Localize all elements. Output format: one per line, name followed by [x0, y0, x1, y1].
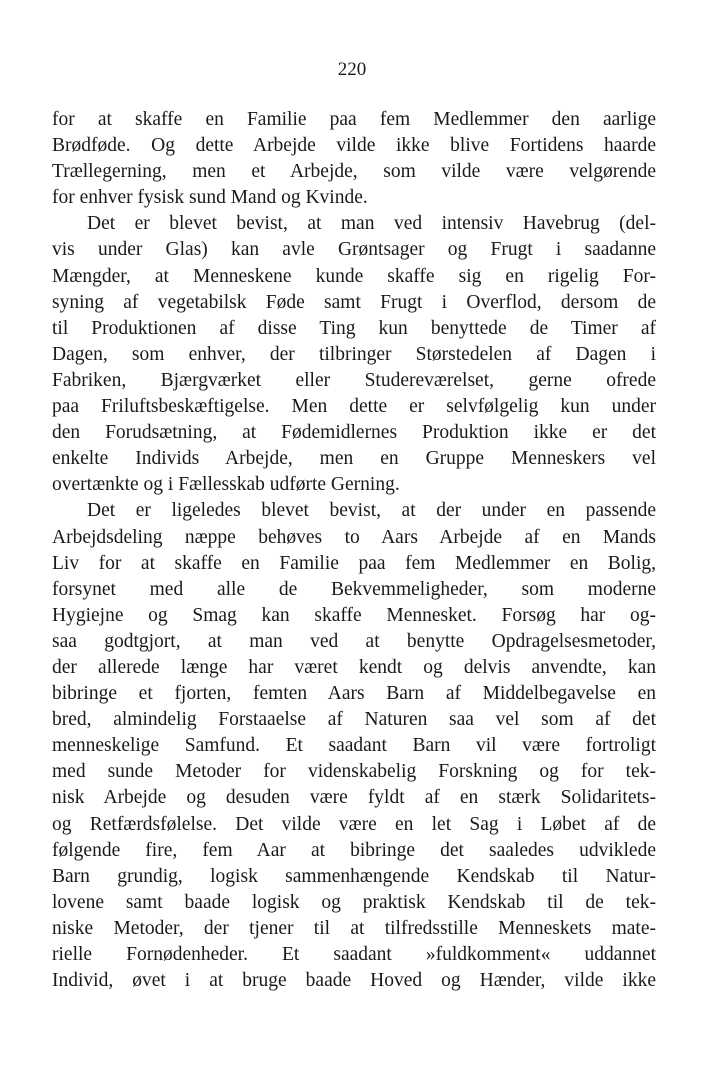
text-line: bibringe et fjorten, femten Aars Barn af Middelbegavelse en [52, 683, 656, 705]
text-line: og Retfærdsfølelse. Det vilde være en let Sag i Løbet af de [52, 813, 656, 835]
text-line: syning af vegetabilsk Føde samt Frugt i Overflod, dersom de [52, 291, 656, 313]
text-line: for at skaffe en Familie paa fem Medlemmer den aarlige [52, 109, 656, 130]
text-line: rielle Fornødenheder. Et saadant »fuldkomment« uddannet [52, 944, 656, 965]
page-number: 220 [337, 59, 367, 80]
text-line: forsynet med alle de Bekvemmeligheder, som moderne [52, 578, 656, 600]
text-line: vis under Glas) kan avle Grøntsager og Frugt i saadanne [52, 239, 656, 261]
text-line: paa Friluftsbeskæftigelse. Men dette er selvfølgelig kun under [52, 396, 656, 418]
text-line: Mængder, at Menneskene kunde skaffe sig en rigelig For- [52, 265, 656, 287]
text-line: Dagen, som enhver, der tilbringer Størstedelen af Dagen i [52, 343, 656, 365]
text-line: saa godtgjort, at man ved at benytte Opdragelsesmetoder, [52, 630, 656, 652]
text-line: Fabriken, Bjærgværket eller Studereværelset, gerne ofrede [52, 369, 656, 391]
text-line: Brødføde. Og dette Arbejde vilde ikke blive Fortidens haarde [52, 135, 656, 157]
text-line: den Forudsætning, at Fødemidlernes Produktion ikke er det [52, 422, 656, 444]
body-text [52, 107, 656, 994]
text-line: Hygiejne og Smag kan skaffe Mennesket. Forsøg har og- [52, 604, 656, 626]
text-line: med sunde Metoder for videnskabelig Forskning og for tek- [52, 761, 656, 783]
text-line: Trællegerning, men et Arbejde, som vilde være velgørende [52, 161, 656, 183]
text-line: Det er blevet bevist, at man ved intensiv Havebrug (del- [87, 213, 656, 235]
text-line: for enhver fysisk sund Mand og Kvinde. [52, 187, 368, 209]
text-line: menneskelige Samfund. Et saadant Barn vil være fortroligt [52, 735, 656, 757]
text-line: Liv for at skaffe en Familie paa fem Medlemmer en Bolig, [52, 552, 656, 574]
text-line: Individ, øvet i at bruge baade Hoved og Hænder, vilde ikke [52, 970, 656, 992]
text-line: enkelte Individs Arbejde, men en Gruppe Menneskers vel [52, 448, 656, 470]
text-line: Barn grundig, logisk sammenhængende Kendskab til Natur- [52, 865, 656, 887]
text-line: niske Metoder, der tjener til at tilfredsstille Menneskets mate- [52, 917, 656, 939]
text-line: Arbejdsdeling næppe behøves to Aars Arbejde af en Mands [52, 526, 656, 548]
text-line: nisk Arbejde og desuden være fyldt af en stærk Solidaritets- [52, 787, 656, 809]
text-line: Det er ligeledes blevet bevist, at der under en passende [87, 500, 656, 522]
text-line: lovene samt baade logisk og praktisk Kendskab til de tek- [52, 891, 656, 913]
text-line: der allerede længe har været kendt og delvis anvendte, kan [52, 656, 656, 678]
text-line: følgende fire, fem Aar at bibringe det saaledes udviklede [52, 839, 656, 861]
text-line: bred, almindelig Forstaaelse af Naturen saa vel som af det [52, 709, 656, 731]
text-line: til Produktionen af disse Ting kun benyttede de Timer af [52, 317, 656, 339]
text-line: overtænkte og i Fællesskab udførte Gerning. [52, 474, 400, 496]
